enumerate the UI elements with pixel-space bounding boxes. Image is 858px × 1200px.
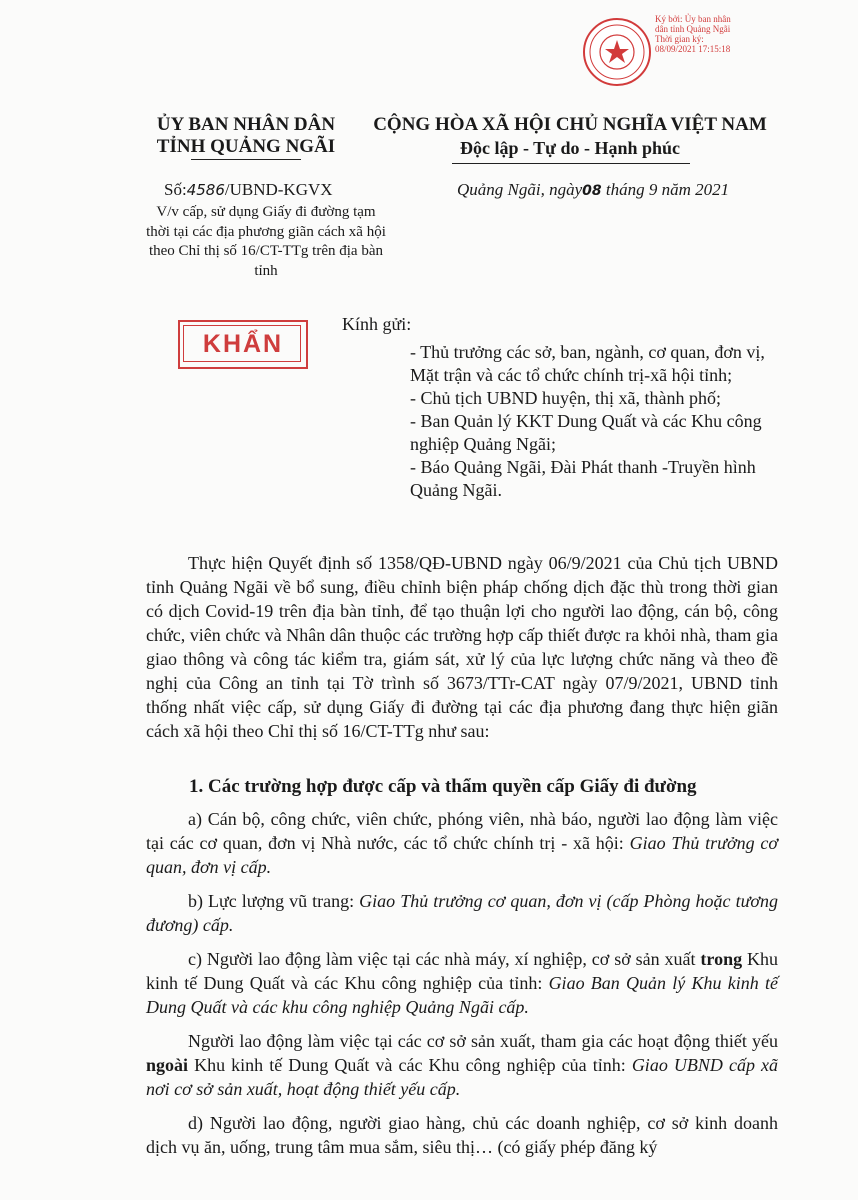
document-number-suffix: /UBND-KGVX	[224, 180, 333, 199]
item-b-text: b) Lực lượng vũ trang:	[188, 891, 360, 911]
org-underline	[191, 159, 301, 160]
signature-line-1: Ký bởi: Ủy ban nhân	[655, 14, 731, 24]
document-date	[457, 180, 729, 200]
item-c-text-2: Khu kinh tế Dung Quất và các Khu công nghiệp của tỉnh:	[146, 949, 778, 993]
recipient-item: - Thủ trưởng các sở, ban, ngành, cơ quan, đơn vị, Mặt trận và các tổ chức chính trị-xã hội tỉnh;	[410, 342, 765, 385]
document-subject: V/v cấp, sử dụng Giấy đi đường tạm thời tại các địa phương giãn cách xã hội theo Chỉ thị số 16/CT-TTg trên địa bàn tỉnh	[146, 204, 386, 279]
item-c2-bold: ngoài	[146, 1055, 189, 1075]
date-day-handwritten: 08	[582, 183, 602, 199]
item-b-italic: Giao Thủ trưởng cơ quan, đơn vị (cấp Phòng hoặc tương đương) cấp.	[146, 891, 778, 935]
signature-line-2: dân tỉnh Quảng Ngãi	[655, 24, 731, 34]
item-d-paragraph: d) Người lao động, người giao hàng, chủ các doanh nghiệp, cơ sở kinh doanh dịch vụ ăn, uống, trung tâm mua sắm, siêu thị… (có giấy phép đăng ký	[146, 1113, 778, 1157]
section-1-heading: 1. Các trường hợp được cấp và thẩm quyền cấp Giấy đi đường	[189, 776, 697, 797]
recipient-item: - Báo Quảng Ngãi, Đài Phát thanh -Truyền hình Quảng Ngãi.	[410, 457, 756, 500]
document-number-prefix: Số:	[164, 180, 187, 199]
item-b-paragraph	[146, 889, 778, 937]
document-number-handwritten: 4586	[186, 181, 225, 199]
national-motto: Độc lập - Tự do - Hạnh phúc	[459, 138, 681, 158]
national-title: CỘNG HÒA XÃ HỘI CHỦ NGHĨA VIỆT NAM	[373, 114, 767, 135]
emblem-icon	[585, 20, 649, 84]
item-c-paragraph	[146, 947, 778, 1019]
date-prefix: Quảng Ngãi, ngày	[457, 180, 583, 199]
item-a-italic: Giao Thủ trưởng cơ quan, đơn vị cấp.	[146, 833, 778, 877]
signature-line-4: 08/09/2021 17:15:18	[655, 44, 731, 54]
item-c-italic: Giao Ban Quản lý Khu kinh tế Dung Quất và các khu công nghiệp Quảng Ngãi cấp.	[146, 973, 778, 1017]
digital-signature-info	[655, 14, 805, 54]
item-a-text: a) Cán bộ, công chức, viên chức, phóng viên, nhà báo, người lao động làm việc tại các cơ quan, đơn vị Nhà nước, các tổ chức chính trị - xã hội:	[146, 809, 778, 853]
item-c2-italic: Giao UBND cấp xã nơi cơ sở sản xuất, hoạt động thiết yếu cấp.	[146, 1055, 778, 1099]
recipient-item: - Chủ tịch UBND huyện, thị xã, thành phố;	[410, 388, 721, 408]
item-c2-text-1: Người lao động làm việc tại các cơ sở sản xuất, tham gia các hoạt động thiết yếu	[188, 1031, 778, 1051]
item-a-paragraph	[146, 807, 778, 879]
issuing-org-line-1: ỦY BAN NHÂN DÂN	[156, 114, 336, 135]
item-c-bold: trong	[700, 949, 743, 969]
recipient-item: - Ban Quản lý KKT Dung Quất và các Khu công nghiệp Quảng Ngãi;	[410, 411, 762, 454]
urgent-stamp: KHẨN	[178, 320, 308, 369]
official-seal	[583, 18, 651, 86]
intro-paragraph: Thực hiện Quyết định số 1358/QĐ-UBND ngày 06/9/2021 của Chủ tịch UBND tỉnh Quảng Ngãi về bổ sung, điều chỉnh biện pháp chống dịch đặc thù trong thời gian có dịch Covid-19 trên địa bàn tỉnh, để tạo thuận lợi cho người lao động, cán bộ, công chức, viên chức và Nhân dân thuộc các trường hợp cấp thiết được ra khỏi nhà, tham gia giao thông và công tác kiểm tra, giám sát, xử lý của lực lượng chức năng và theo đề nghị của Công an tỉnh tại Tờ trình số 3673/TTr-CAT ngày 07/9/2021, UBND tỉnh thống nhất việc cấp, sử dụng Giấy đi đường tại các địa phương đang thực hiện giãn cách xã hội theo Chỉ thị số 16/CT-TTg như sau:	[146, 553, 778, 741]
recipients-label: Kính gửi:	[342, 314, 412, 334]
date-suffix: tháng 9 năm 2021	[601, 180, 730, 199]
recipients-list	[410, 341, 780, 502]
issuing-org-line-2: TỈNH QUẢNG NGÃI	[156, 136, 336, 157]
item-c2-text-2: Khu kinh tế Dung Quất và các Khu công nghiệp của tỉnh:	[188, 1055, 632, 1075]
signature-line-3: Thời gian ký:	[655, 34, 704, 44]
item-c-text-1: c) Người lao động làm việc tại các nhà máy, xí nghiệp, cơ sở sản xuất	[188, 949, 701, 969]
document-number	[164, 180, 333, 200]
motto-underline	[452, 163, 690, 164]
item-c-second-paragraph	[146, 1029, 778, 1101]
